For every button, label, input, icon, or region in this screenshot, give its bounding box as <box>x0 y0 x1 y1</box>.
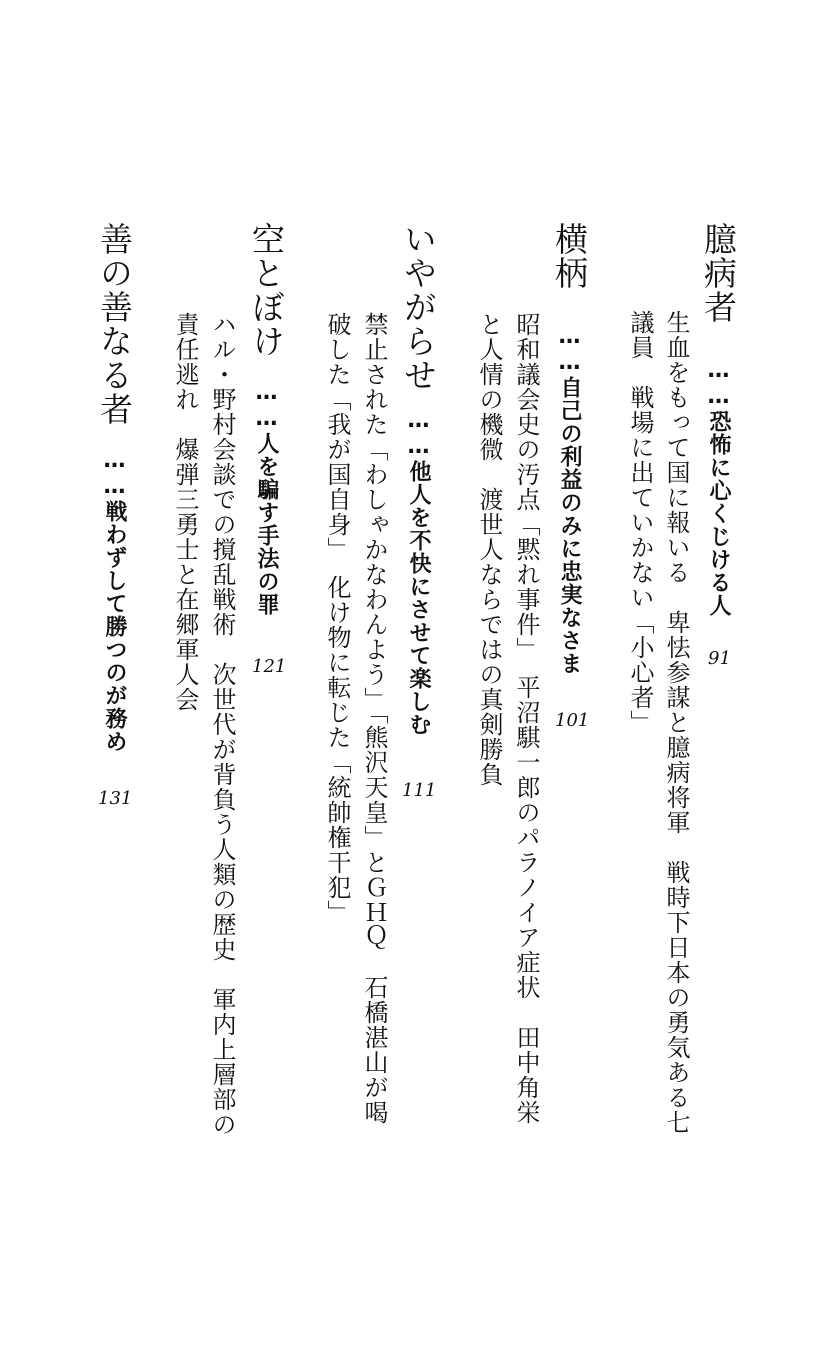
chapter-summary-line: 責任逃れ 爆弾三勇士と在郷軍人会 <box>171 312 199 712</box>
chapter-title <box>95 222 134 753</box>
chapter-summary-line: 破した「我が国自身」 化け物に転じた「統帥権干犯」 <box>323 312 351 925</box>
chapter-title-text: 臆病者 <box>699 222 738 324</box>
page-number: 91 <box>708 648 731 669</box>
chapter-title <box>399 222 438 736</box>
chapter-title <box>550 222 589 675</box>
chapter-summary-line: ハル・野村会談での撹乱戦術 次世代が背負う人類の歴史 軍内上層部の <box>208 312 236 1137</box>
chapter-summary-line: 禁止された「わしゃかなわんよう」「熊沢天皇」とＧＨＱ 石橋湛山が喝 <box>360 312 388 1125</box>
chapter-subtitle: ……恐怖に心くじける人 <box>706 358 731 617</box>
chapter-title-text: 善の善なる者 <box>95 222 134 426</box>
page-number: 121 <box>252 656 287 677</box>
chapter-summary-line: と人情の機微 渡世人ならではの真剣勝負 <box>475 312 503 787</box>
chapter-title-text: 横柄 <box>550 222 589 290</box>
chapter-title <box>247 222 286 616</box>
chapter-summary-line: 生血をもって国に報いる 卑怯参謀と臆病将軍 戦時下日本の勇気ある七 <box>662 310 690 1135</box>
page-number: 101 <box>555 710 590 731</box>
chapter-summary-line: 昭和議会史の汚点「黙れ事件」 平沼騏一郎のパラノイア症状 田中角栄 <box>512 312 540 1125</box>
chapter-subtitle: ……自己の利益のみに忠実なさま <box>557 324 582 675</box>
chapter-subtitle: ……他人を不快にさせて楽しむ <box>406 408 431 736</box>
page-number: 111 <box>402 780 437 801</box>
chapter-subtitle: ……人を騙す手法の罪 <box>254 380 279 616</box>
chapter-subtitle: ……戦わずして勝つのが務め <box>102 448 127 753</box>
chapter-title-text: いやがらせ <box>399 222 438 392</box>
page-number: 131 <box>98 788 133 809</box>
chapter-title-text: 空とぼけ <box>247 222 286 358</box>
chapter-summary-line: 議員 戦場に出ていかない「小心者」 <box>626 310 654 735</box>
chapter-title <box>699 222 738 617</box>
